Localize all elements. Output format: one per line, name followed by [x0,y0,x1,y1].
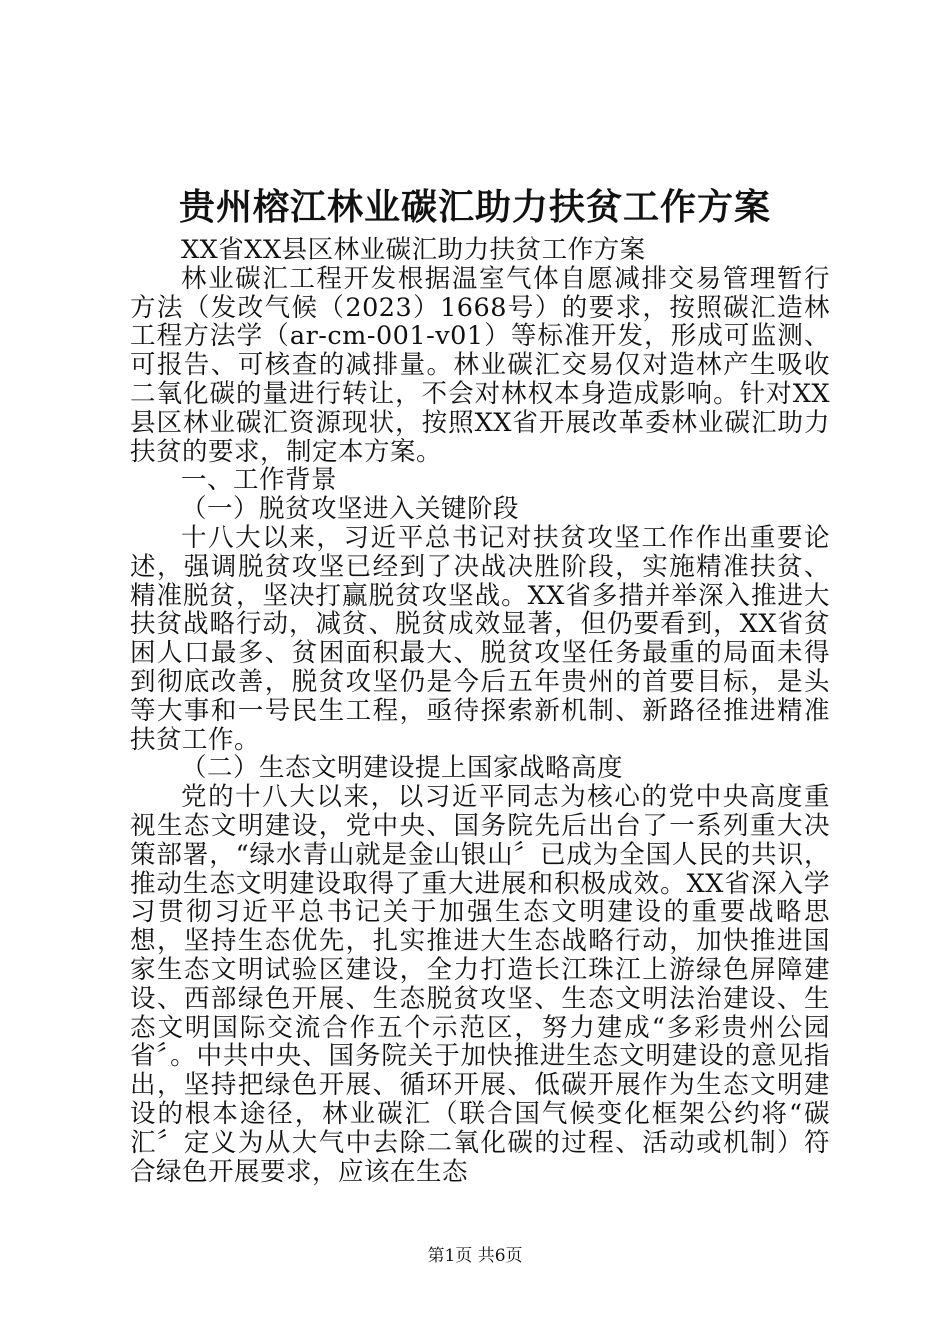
document-title: 贵州榕江林业碳汇助力扶贫工作方案 [178,186,771,228]
subsection-heading-1: （一）脱贫攻坚进入关键阶段 [181,494,520,525]
paragraph-ecology: 党的十八大以来，以习近平同志为核心的党中央高度重视生态文明建设，党中央、国务院先后出台了一系列重大决策部署，“绿水青山就是金山银山〞已成为全国人民的共识，推动生态文明建设取得了重大进展和积极成效。XX省深入学习贯彻习近平总书记关于加强生态文明建设的重要战略思想，坚持生态优先，扎实推进大生态战略行动，加快推进国家生态文明试验区建设，全力打造长江珠江上游绿色屏障建设、西部绿色开展、生态脱贫攻坚、生态文明法治建设、生态文明国际交流合作五个示范区，努力建成“多彩贵州公园省〞。中共中央、国务院关于加快推进生态文明建设的意见指出，坚持把绿色开展、循环开展、低碳开展作为生态文明建设的根本途径，林业碳汇（联合国气候变化框架公约将“碳汇〞定义为从大气中去除二氧化碳的过程、活动或机制）符合绿色开展要求，应该在生态 [130,782,830,1187]
paragraph-intro: 林业碳汇工程开发根据温室气体自愿减排交易管理暂行方法（发改气候（2023）1668号）的要求，按照碳汇造林工程方法学（ar-cm-001-v01）等标准开发，形成可监测、可报告、可核查的减排量。林业碳汇交易仅对造林产生吸收二氧化碳的量进行转让，不会对林权本身造成影响。针对XX县区林业碳汇资源现状，按照XX省开展改革委林业碳汇助力扶贫的要求，制定本方案。 [130,263,830,467]
paragraph-poverty: 十八大以来，习近平总书记对扶贫攻坚工作作出重要论述，强调脱贫攻坚已经到了决战决胜阶段，实施精准扶贫、精准脱贫，坚决打赢脱贫攻坚战。XX省多措并举深入推进大扶贫战略行动，减贫、脱贫成效显著，但仍要看到，XX省贫困人口最多、贫困面积最大、脱贫攻坚任务最重的局面未得到彻底改善，脱贫攻坚仍是今后五年贵州的首要目标，是头等大事和一号民生工程，亟待探索新机制、新路径推进精准扶贫工作。 [130,522,830,755]
page-footer: 第1页 共6页 [427,1246,523,1266]
section-heading-background: 一、工作背景 [181,465,338,496]
document-body [130,236,830,1186]
subsection-heading-2: （二）生态文明建设提上国家战略高度 [181,753,624,784]
paragraph-subtitle: XX省XX县区林业碳汇助力扶贫工作方案 [181,235,646,265]
